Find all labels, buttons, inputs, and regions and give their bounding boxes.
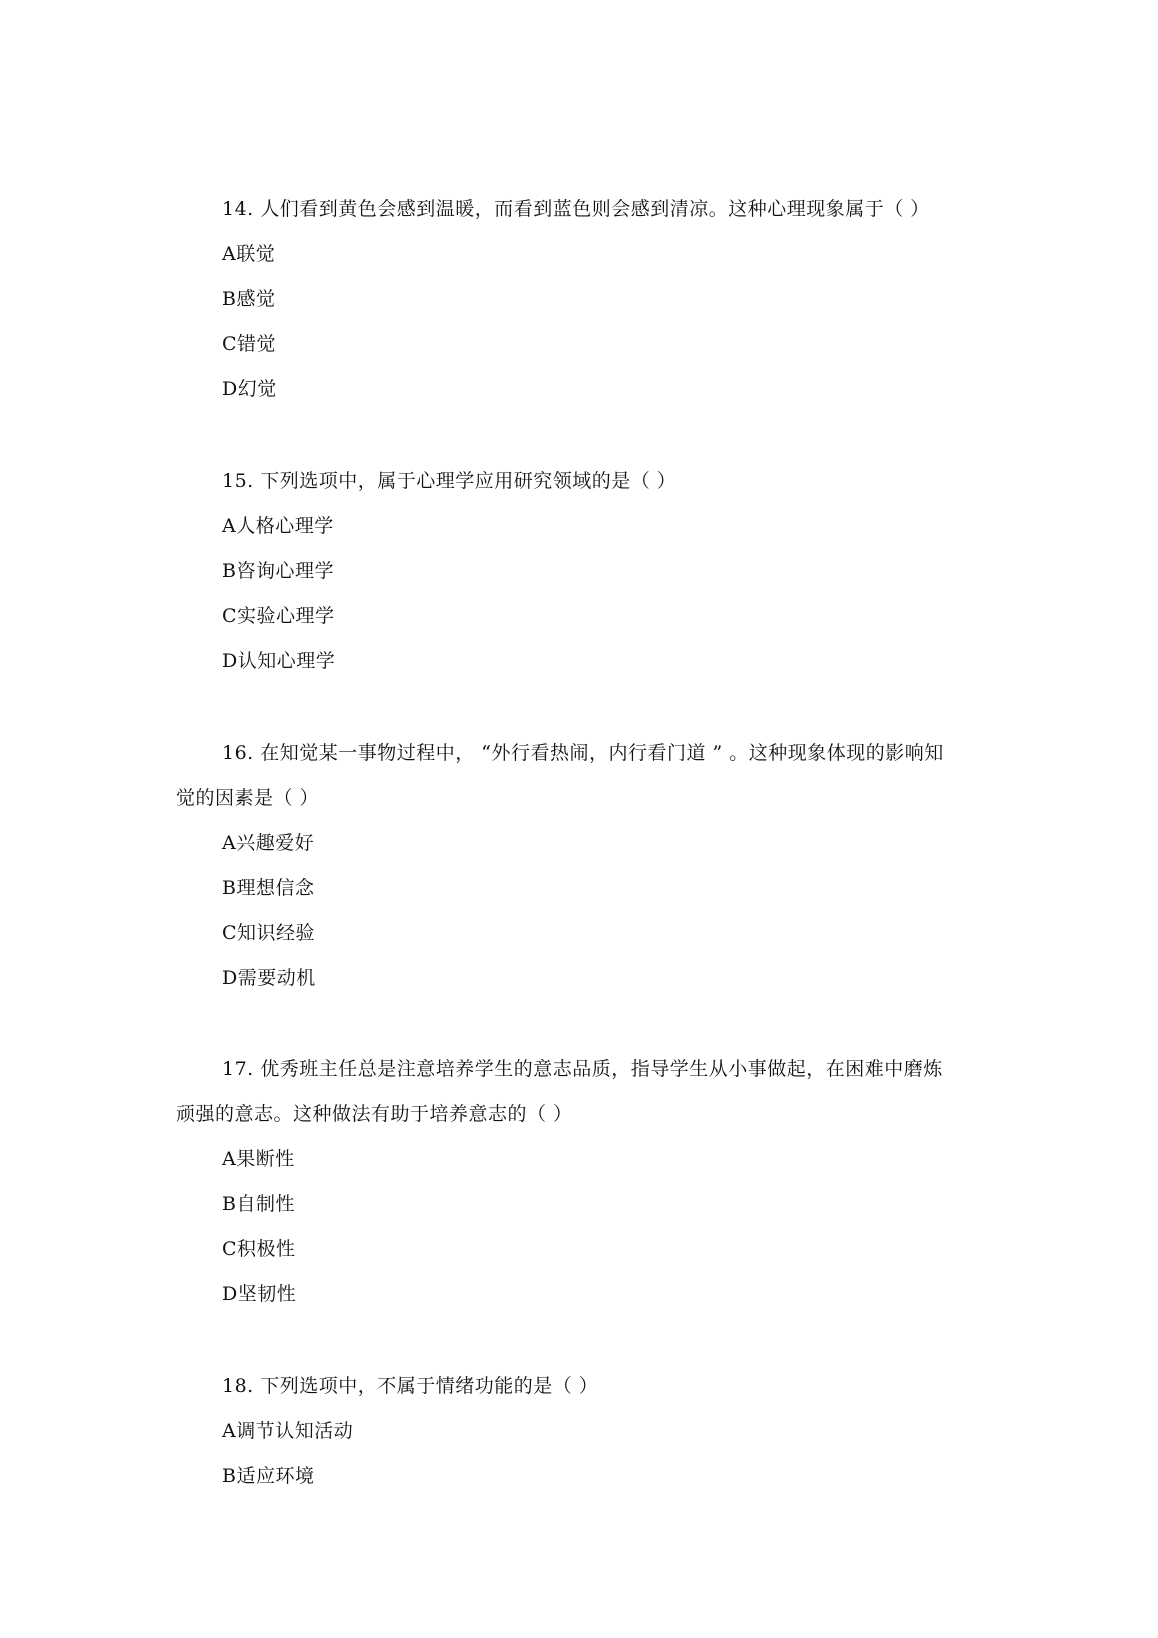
question-16-option-b: B理想信念 [222, 877, 315, 899]
question-15-option-c: C实验心理学 [222, 605, 335, 627]
question-17-option-d: D坚韧性 [222, 1283, 297, 1305]
question-17-option-c: C积极性 [222, 1238, 296, 1260]
question-16-option-a: A兴趣爱好 [222, 832, 315, 854]
question-16-stem-line-1: 16. 在知觉某一事物过程中， “外行看热闹，内行看门道 ” 。这种现象体现的影响知 [222, 742, 944, 764]
question-18-option-a: A调节认知活动 [222, 1420, 354, 1442]
question-17-option-a: A果断性 [222, 1148, 295, 1170]
question-15-stem: 15. 下列选项中，属于心理学应用研究领域的是（ ） [222, 470, 677, 492]
question-14-stem: 14. 人们看到黄色会感到温暖，而看到蓝色则会感到清凉。这种心理现象属于（ ） [222, 198, 930, 220]
question-14-option-b: B感觉 [222, 288, 276, 310]
question-14-option-d: D幻觉 [222, 378, 277, 400]
question-15-option-a: A人格心理学 [222, 515, 334, 537]
question-18-option-b: B适应环境 [222, 1465, 315, 1487]
question-18-stem: 18. 下列选项中，不属于情绪功能的是（ ） [222, 1375, 599, 1397]
question-17-stem-line-2: 顽强的意志。这种做法有助于培养意志的（ ） [176, 1103, 573, 1125]
question-17-option-b: B自制性 [222, 1193, 295, 1215]
question-14-option-c: C错觉 [222, 333, 277, 355]
question-14-option-a: A联觉 [222, 243, 276, 265]
question-16-option-d: D需要动机 [222, 967, 316, 989]
question-15-option-d: D认知心理学 [222, 650, 336, 672]
question-16-stem-line-2: 觉的因素是（ ） [176, 787, 320, 809]
question-17-stem-line-1: 17. 优秀班主任总是注意培养学生的意志品质，指导学生从小事做起，在困难中磨炼 [222, 1058, 943, 1080]
question-16-option-c: C知识经验 [222, 922, 316, 944]
question-15-option-b: B咨询心理学 [222, 560, 334, 582]
